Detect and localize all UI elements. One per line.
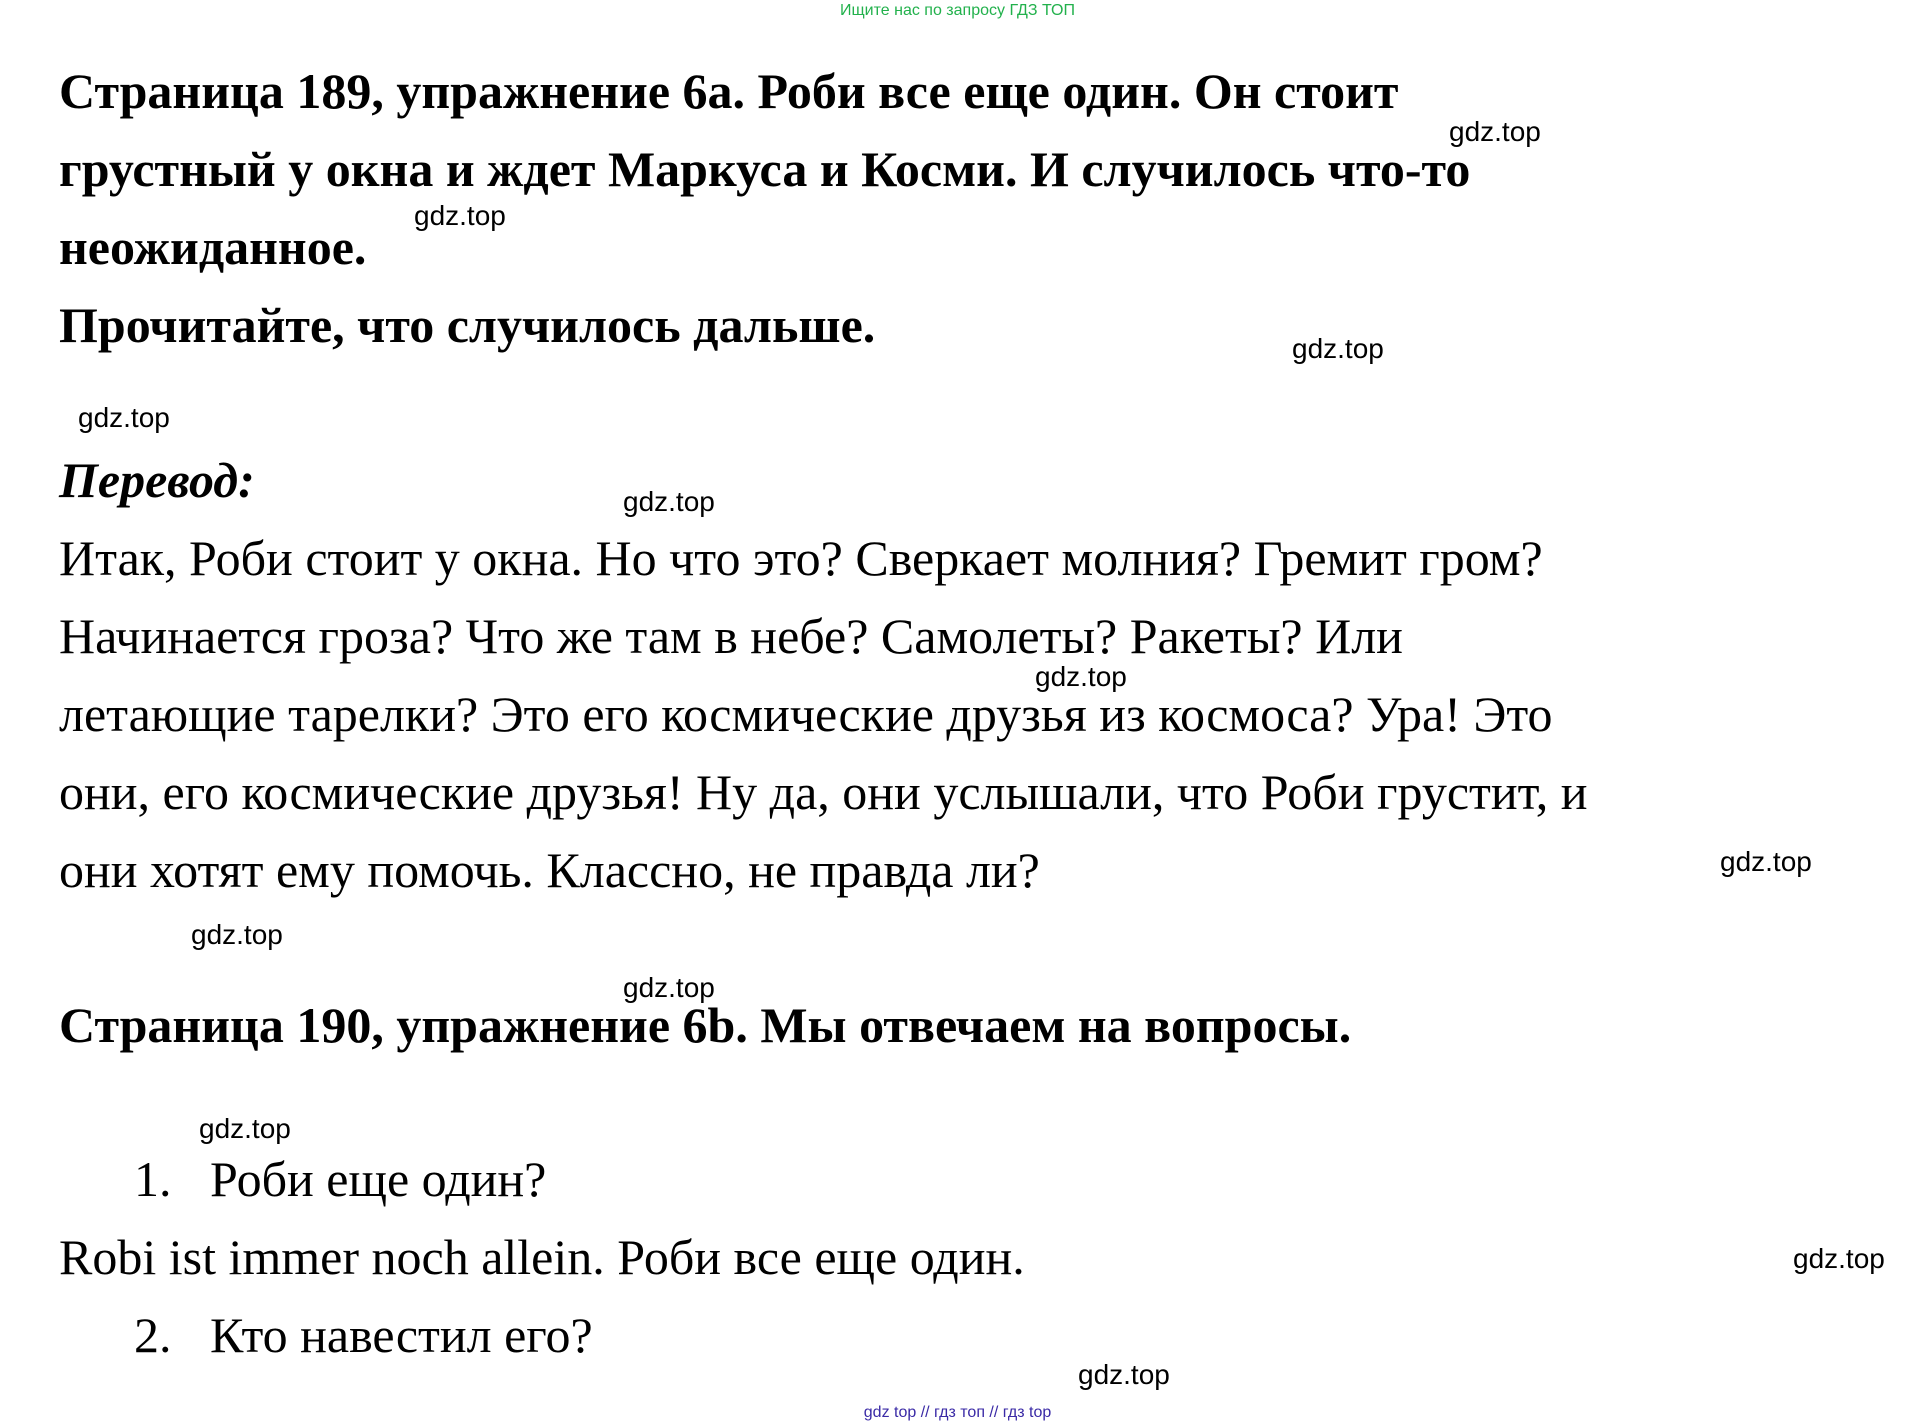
question-item <box>134 1140 546 1218</box>
exercise-6a-heading-line-2: грустный у окна и ждет Маркуса и Косми. И случилось что-то <box>59 141 1471 197</box>
watermark: gdz.top <box>1292 333 1384 364</box>
watermark: gdz.top <box>78 402 170 433</box>
translation-line: Итак, Роби стоит у окна. Но что это? Сверкает молния? Гремит гром? <box>59 530 1543 586</box>
watermark: gdz.top <box>623 972 715 1003</box>
watermark: gdz.top <box>199 1113 291 1144</box>
top-banner: Ищите нас по запросу ГДЗ ТОП <box>840 2 1075 19</box>
question-item <box>134 1296 593 1374</box>
question-text: Кто навестил его? <box>210 1307 593 1363</box>
watermark: gdz.top <box>1078 1359 1170 1390</box>
answer-text: Robi ist immer noch allein. Роби все еще один. <box>59 1229 1025 1285</box>
watermark: gdz.top <box>1720 846 1812 877</box>
watermark: gdz.top <box>623 486 715 517</box>
question-number: 2. <box>134 1307 172 1363</box>
translation-line: они хотят ему помочь. Классно, не правда ли? <box>59 842 1040 898</box>
exercise-6a-heading-line-1: Страница 189, упражнение 6а. Роби все еще один. Он стоит <box>59 63 1399 119</box>
exercise-6b-heading: Страница 190, упражнение 6b. Мы отвечаем на вопросы. <box>59 997 1352 1053</box>
exercise-6a-heading-line-3: неожиданное. <box>59 219 367 275</box>
watermark: gdz.top <box>414 200 506 231</box>
watermark: gdz.top <box>1793 1243 1885 1274</box>
translation-paragraph <box>59 519 1899 909</box>
translation-line: они, его космические друзья! Ну да, они услышали, что Роби грустит, и <box>59 764 1588 820</box>
translation-label: Перевод: <box>59 452 255 508</box>
translation-line: Начинается гроза? Что же там в небе? Самолеты? Ракеты? Или <box>59 608 1403 664</box>
exercise-6a-instruction: Прочитайте, что случилось дальше. <box>59 297 876 353</box>
translation-line: летающие тарелки? Это его космические друзья из космоса? Ура! Это <box>59 686 1553 742</box>
question-text: Роби еще один? <box>210 1151 547 1207</box>
watermark: gdz.top <box>1449 116 1541 147</box>
watermark: gdz.top <box>191 919 283 950</box>
question-number: 1. <box>134 1151 172 1207</box>
watermark: gdz.top <box>1035 661 1127 692</box>
bottom-footer: gdz top // гдз топ // гдз top <box>863 1404 1052 1421</box>
